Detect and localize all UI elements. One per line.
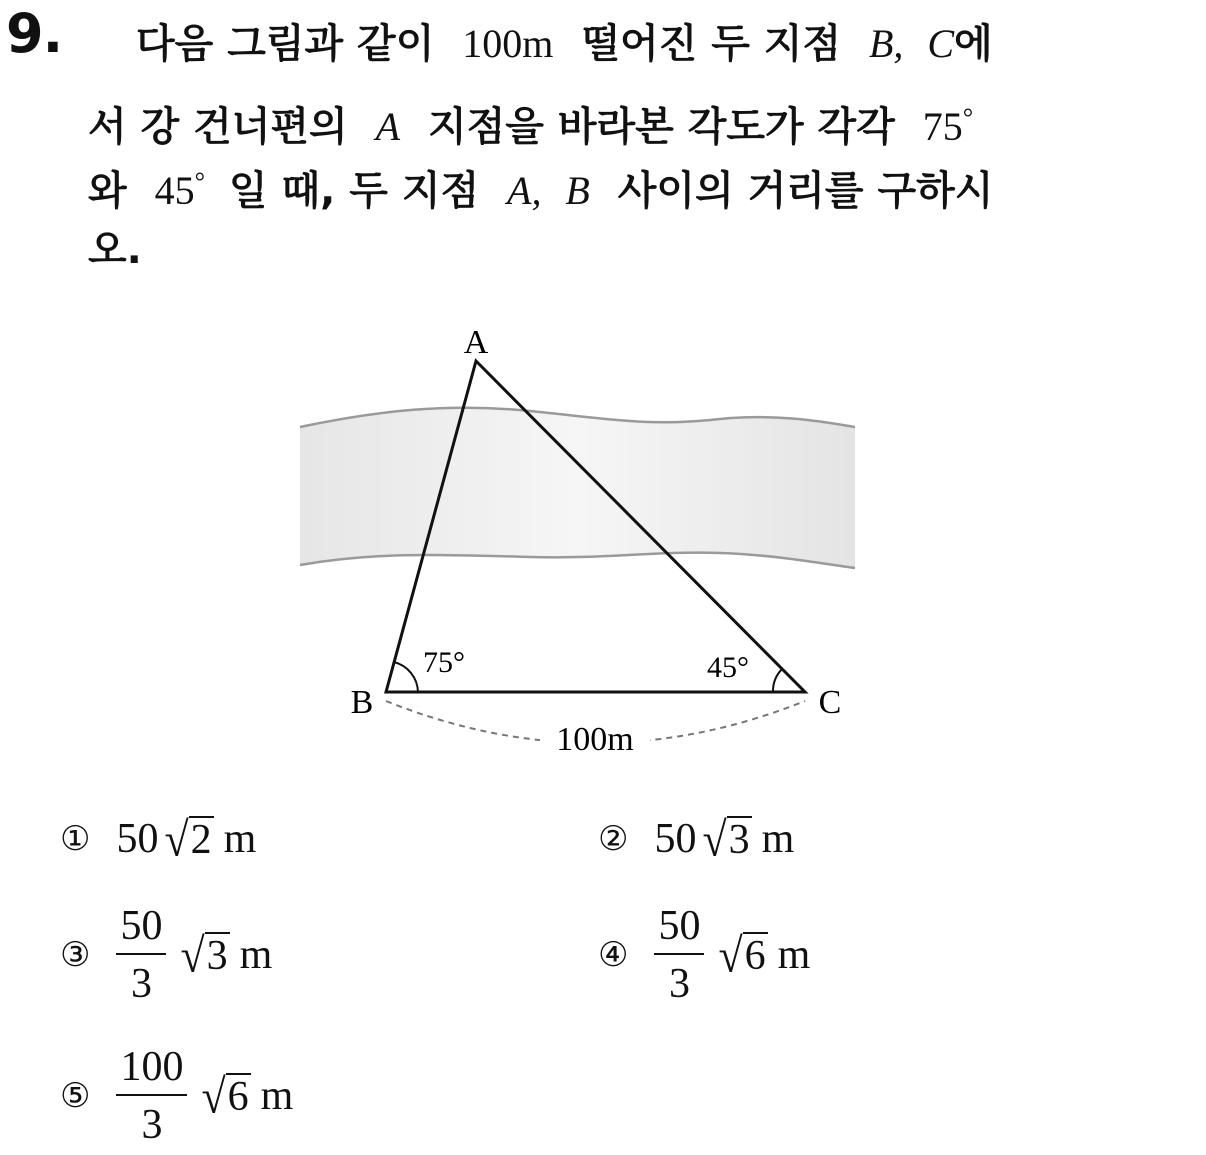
square-root: [164, 812, 213, 867]
question-line-4: [88, 220, 1148, 280]
denominator: 3: [668, 961, 690, 1007]
choice-3[interactable]: [60, 905, 272, 1005]
radicand: 6: [744, 932, 766, 979]
radicand: 2: [190, 816, 212, 863]
point-c: C: [927, 21, 955, 66]
text: 사이의 거리를 구하시: [617, 168, 994, 214]
unit: m: [223, 816, 257, 862]
text: 다음 그림과 같이: [136, 21, 435, 67]
unit: m: [761, 816, 795, 862]
question-line-1: [88, 14, 1148, 74]
square-root: [201, 1069, 250, 1124]
question-line-3: [88, 152, 1148, 212]
choice-number: ⑤: [60, 1076, 91, 1116]
fraction: [654, 905, 704, 1005]
radical-sign-icon: √: [702, 812, 727, 867]
choice-4[interactable]: [598, 905, 810, 1005]
square-root: [718, 928, 767, 983]
radical-sign-icon: √: [180, 928, 205, 983]
degree-sign: °: [194, 167, 205, 196]
point-b: B,: [868, 21, 904, 66]
angle-label-b: 75°: [423, 646, 465, 679]
radical-sign-icon: √: [718, 928, 743, 983]
angle-label-c: 45°: [707, 651, 749, 684]
question-number: 9.: [6, 2, 63, 65]
point-a: A: [375, 104, 401, 149]
angle-arc-b: [394, 662, 418, 692]
numerator: 50: [654, 905, 704, 955]
angle-45: 45: [154, 168, 195, 213]
label-b: B: [350, 684, 374, 721]
square-root: [180, 928, 229, 983]
question-line-2: [88, 88, 1148, 148]
radical-sign-icon: √: [201, 1069, 226, 1124]
coefficient: 50: [654, 816, 697, 862]
choice-number: ②: [598, 819, 629, 859]
radicand: 6: [227, 1073, 249, 1120]
text: 에: [954, 21, 993, 67]
denominator: 3: [141, 1102, 163, 1148]
choice-5[interactable]: [60, 1046, 293, 1146]
fraction: [116, 905, 166, 1005]
unit: m: [777, 932, 811, 978]
radicand: 3: [728, 816, 750, 863]
text: 일 때, 두 지점: [228, 168, 480, 214]
coefficient: 50: [116, 816, 159, 862]
square-root: [702, 812, 751, 867]
numerator: 50: [116, 905, 166, 955]
angle-75: 75: [922, 104, 963, 149]
text: 지점을 바라본 각도가 각각: [428, 104, 895, 150]
choice-number: ①: [60, 819, 91, 859]
choice-number: ③: [60, 935, 91, 975]
label-a: A: [463, 324, 489, 361]
river: [300, 408, 855, 568]
distance-value: 100m: [462, 21, 554, 66]
text: 떨어진 두 지점: [581, 21, 842, 67]
radical-sign-icon: √: [164, 812, 189, 867]
text: 와: [88, 168, 127, 214]
radicand: 3: [206, 932, 228, 979]
text: 서 강 건너편의: [88, 104, 348, 150]
choice-1[interactable]: [60, 812, 257, 867]
degree-sign: °: [962, 103, 974, 132]
numerator: 100: [116, 1046, 187, 1096]
angle-arc-c: [773, 669, 782, 692]
text: 오.: [88, 227, 142, 273]
choice-number: ④: [598, 935, 629, 975]
point-a: A,: [507, 168, 542, 213]
triangle-river-diagram: [290, 315, 870, 765]
choice-2[interactable]: [598, 812, 795, 867]
point-b: B: [565, 168, 590, 213]
label-c: C: [818, 684, 842, 721]
distance-label: 100m: [556, 721, 634, 758]
unit: m: [239, 932, 273, 978]
unit: m: [260, 1073, 294, 1119]
denominator: 3: [130, 961, 152, 1007]
fraction: [116, 1046, 187, 1146]
